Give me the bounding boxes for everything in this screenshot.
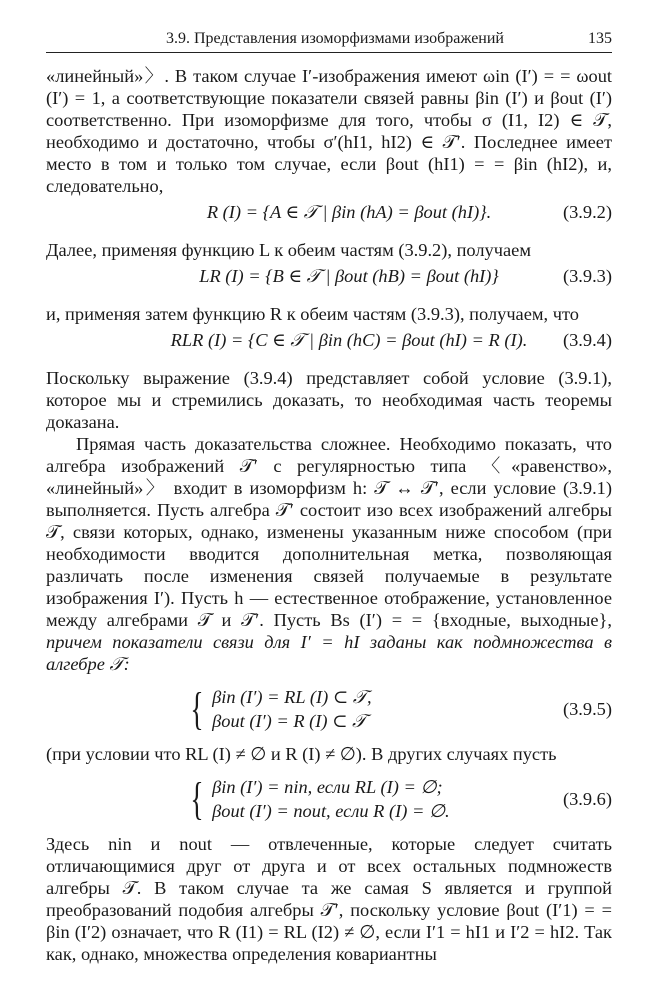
- paragraph-7: Здесь nin и nout — отвлеченные, которые следует считать отличающимися друг от друга и от всех остальных подмножеств алгебры 𝒯. В таком случае та же самая S является и группой преобразований подобия алгебры 𝒯′, поскольку условие βout (I′1) = = βin (I′2) означает, что R (I1) = RL (I2) ≠ ∅, если I′1 = hI1 и I′2 = hI2. Так как, однако, множества определения ковариантны: [46, 834, 612, 964]
- equation-number: (3.9.5): [562, 699, 612, 719]
- equation-system: [186, 685, 612, 733]
- left-brace-icon: {: [190, 773, 204, 824]
- paragraph-4: Поскольку выражение (3.9.4) представляет собой условие (3.9.1), которое мы и стремились доказать, то необходимая часть теоремы доказана.: [46, 368, 612, 432]
- equation-number: (3.9.6): [562, 789, 612, 809]
- equation-line: βout (I′) = R (I) ⊂ 𝒯: [212, 711, 367, 731]
- equation-line: βin (I′) = nin, если RL (I) = ∅;: [212, 777, 443, 797]
- paragraph-2: Далее, применяя функцию L к обеим частям (3.9.2), получаем: [46, 240, 531, 260]
- paragraph-3: и, применяя затем функцию R к обеим частям (3.9.3), получаем, что: [46, 304, 579, 324]
- equation-number: (3.9.2): [562, 202, 612, 222]
- equation-body: RLR (I) = {C ∈ 𝒯 | βin (hC) = βout (hI) = R (I).: [170, 330, 528, 350]
- equation-number: (3.9.4): [562, 330, 612, 350]
- paragraph-5-text: Прямая часть доказательства сложнее. Необходимо показать, что алгебра изображений 𝒯′ с регулярностью типа 〈«равенство», «линейный»〉 входит в изоморфизм h: 𝒯 ↔ 𝒯′, если условие (3.9.1) выполняется. Пусть алгебра 𝒯′ состоит изо всех изображений алгебры 𝒯, связи которых, однако, изменены указанным ниже способом (при необходимости вводится дополнительная метка, позволяющая различать после изменения связей получаемые в результате изображения I′). Пусть h — естественное отображение, установленное между алгебрами 𝒯 и 𝒯′. Пусть Bs (I′) = = {входные, выходные},: [46, 434, 612, 630]
- page-number: 135: [588, 30, 612, 47]
- running-title: 3.9. Представления изоморфизмами изображений: [166, 30, 504, 47]
- left-brace-icon: {: [190, 683, 204, 734]
- equation-3-9-5: [46, 685, 612, 733]
- paragraph-5: [46, 433, 612, 675]
- equation-body: LR (I) = {B ∈ 𝒯 | βout (hB) = βout (hI)}: [199, 266, 499, 286]
- equation-3-9-4: [46, 325, 612, 355]
- equation-system: [186, 775, 612, 823]
- equation-number: (3.9.3): [562, 266, 612, 286]
- equation-body: R (I) = {A ∈ 𝒯 | βin (hA) = βout (hI)}.: [206, 202, 492, 222]
- equation-3-9-2: [46, 197, 612, 227]
- equation-3-9-3: [46, 261, 612, 291]
- equation-line: βout (I′) = nout, если R (I) = ∅.: [212, 801, 450, 821]
- paragraph-6: (при условии что RL (I) ≠ ∅ и R (I) ≠ ∅). В других случаях пусть: [46, 744, 557, 764]
- paragraph-5-italic: причем показатели связи для I′ = hI заданы как подмножества в алгебре 𝒯:: [46, 632, 612, 674]
- paragraph-1: «линейный»〉. В таком случае I′-изображения имеют ωin (I′) = = ωout (I′) = 1, а соответствующие показатели связей равны βin (I′) и βout (I′) соответственно. При изоморфизме для того, чтобы σ (I1, I2) ∈ 𝒯, необходимо и достаточно, чтобы σ′(hI1, hI2) ∈ 𝒯′. Последнее имеет место в том и только том случае, если βout (hI1) = = βin (hI2), и, следовательно,: [46, 66, 612, 196]
- equation-line: βin (I′) = RL (I) ⊂ 𝒯,: [212, 687, 372, 707]
- equation-3-9-6: [46, 775, 612, 823]
- document-page: [46, 30, 612, 965]
- page-header: [46, 30, 612, 53]
